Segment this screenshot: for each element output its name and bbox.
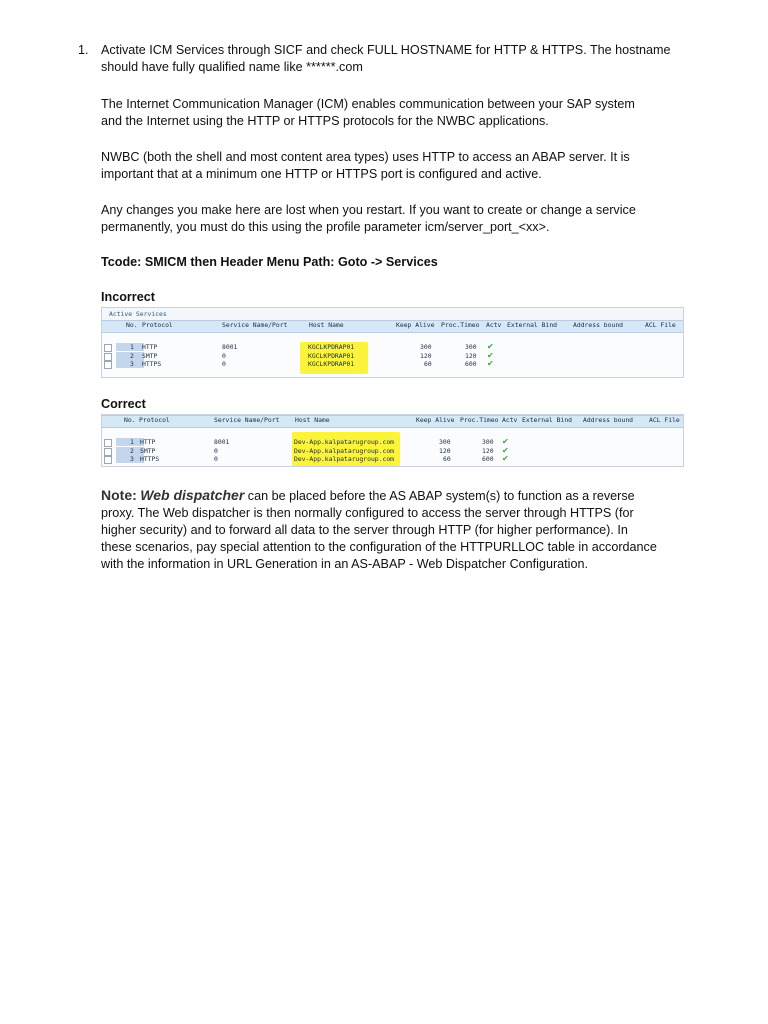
row-port: 0 (214, 446, 218, 455)
table-row[interactable] (102, 352, 683, 361)
row-no: 3 (130, 455, 134, 463)
row-keep-alive: 300 (420, 343, 432, 351)
col-actv: Actv (502, 416, 518, 424)
note-label: Note: (101, 487, 137, 503)
row-keep-alive: 60 (443, 455, 451, 463)
col-no: No. (126, 321, 138, 329)
row-host: KGCLKPDRAP01 (308, 343, 355, 351)
note-line: proxy. The Web dispatcher is then normally configured to access the server through HTTPS (for (101, 506, 634, 520)
col-protocol: Protocol (139, 416, 170, 424)
col-host-name: Host Name (295, 416, 330, 424)
row-protocol: SMTP (142, 351, 158, 360)
heading-line: Activate ICM Services through SICF and check FULL HOSTNAME for HTTP & HTTPS. The hostname (101, 43, 671, 57)
col-service-port: Service Name/Port (214, 416, 280, 424)
row-host: Dev-App.kalpatarugroup.com (294, 446, 395, 455)
correct-label: Correct (101, 397, 146, 411)
active-check-icon: ✔ (487, 342, 494, 351)
row-keep-alive: 120 (439, 446, 451, 455)
row-host: Dev-App.kalpatarugroup.com (294, 455, 395, 463)
row-protocol: HTTPS (142, 360, 162, 368)
row-keep-alive: 120 (420, 351, 432, 360)
col-protocol: Protocol (142, 321, 173, 329)
col-acl-file: ACL File (649, 416, 680, 424)
row-select-checkbox[interactable] (104, 361, 112, 369)
row-timeout: 600 (482, 455, 494, 463)
row-no: 1 (130, 438, 134, 446)
paragraph-line: The Internet Communication Manager (ICM) enables communication between your SAP system (101, 97, 635, 111)
table-row[interactable] (102, 447, 683, 456)
table-caption: Active Services (102, 308, 683, 320)
col-proc-timeo: Proc.Timeo (441, 321, 480, 329)
paragraph-line: permanently, you must do this using the profile parameter icm/server_port_<xx>. (101, 220, 550, 234)
item-number: 1. (78, 43, 89, 57)
col-keep-alive: Keep Alive (416, 416, 455, 424)
note-line: with the information in URL Generation in an AS-ABAP - Web Dispatcher Configuration. (101, 557, 588, 571)
row-keep-alive: 60 (424, 360, 432, 368)
row-host: Dev-App.kalpatarugroup.com (294, 438, 395, 446)
row-select-checkbox[interactable] (104, 456, 112, 464)
web-dispatcher-term: Web dispatcher (140, 487, 245, 503)
note-line: higher security) and to forward all data to the server through HTTP (for higher performance). In (101, 523, 628, 537)
row-no: 2 (130, 351, 134, 360)
row-timeout: 600 (465, 360, 477, 368)
col-actv: Actv (486, 321, 502, 329)
active-check-icon: ✔ (487, 359, 494, 368)
row-host: KGCLKPDRAP01 (308, 360, 355, 368)
row-port: 0 (214, 455, 218, 463)
col-address-bound: Address bound (573, 321, 624, 329)
row-protocol: SMTP (140, 446, 156, 455)
row-timeout: 300 (482, 438, 494, 446)
active-check-icon: ✔ (487, 350, 494, 360)
active-check-icon: ✔ (502, 445, 509, 455)
row-timeout: 120 (482, 446, 494, 455)
row-no: 2 (130, 446, 134, 455)
row-port: 8001 (222, 343, 238, 351)
active-check-icon: ✔ (502, 437, 509, 446)
row-port: 0 (222, 351, 226, 360)
col-no: No. (124, 416, 136, 424)
paragraph-changes (101, 202, 681, 236)
row-protocol: HTTP (140, 438, 156, 446)
row-timeout: 300 (465, 343, 477, 351)
row-keep-alive: 300 (439, 438, 451, 446)
col-keep-alive: Keep Alive (396, 321, 435, 329)
col-external-bind: External Bind (507, 321, 558, 329)
row-port: 8001 (214, 438, 230, 446)
row-protocol: HTTP (142, 343, 158, 351)
row-no: 3 (130, 360, 134, 368)
table-header (102, 415, 683, 428)
paragraph-line: important that at a minimum one HTTP or HTTPS port is configured and active. (101, 167, 542, 181)
col-host-name: Host Name (309, 321, 344, 329)
note-first-line-text: can be placed before the AS ABAP system(s) to function as a reverse (244, 489, 635, 503)
col-external-bind: External Bind (522, 416, 573, 424)
table-row[interactable] (102, 360, 683, 369)
row-no: 1 (130, 343, 134, 351)
table-header (102, 320, 683, 333)
table-row[interactable] (102, 343, 683, 352)
col-service-port: Service Name/Port (222, 321, 288, 329)
col-acl-file: ACL File (645, 321, 676, 329)
table-row[interactable] (102, 438, 683, 447)
correct-services-table (101, 414, 684, 467)
incorrect-services-table (101, 307, 684, 378)
paragraph-line: and the Internet using the HTTP or HTTPS protocols for the NWBC applications. (101, 114, 549, 128)
col-address-bound: Address bound (583, 416, 634, 424)
row-protocol: HTTPS (140, 455, 160, 463)
paragraph-nwbc (101, 149, 681, 183)
tcode-instruction: Tcode: SMICM then Header Menu Path: Goto -> Services (101, 255, 438, 269)
col-proc-timeo: Proc.Timeo (460, 416, 499, 424)
paragraph-icm (101, 96, 681, 130)
heading-line: should have fully qualified name like ******.com (101, 60, 363, 74)
note-line: these scenarios, pay special attention to the configuration of the HTTPURLLOC table in accordance (101, 540, 657, 554)
note-first-line (101, 487, 681, 505)
row-host: KGCLKPDRAP01 (308, 351, 355, 360)
item-heading (101, 42, 681, 76)
table-row[interactable] (102, 455, 683, 464)
row-timeout: 120 (465, 351, 477, 360)
row-port: 0 (222, 360, 226, 368)
note-block (101, 487, 681, 573)
incorrect-label: Incorrect (101, 290, 155, 304)
paragraph-line: NWBC (both the shell and most content area types) uses HTTP to access an ABAP server. It is (101, 150, 630, 164)
active-check-icon: ✔ (502, 454, 509, 463)
paragraph-line: Any changes you make here are lost when you restart. If you want to create or change a service (101, 203, 636, 217)
